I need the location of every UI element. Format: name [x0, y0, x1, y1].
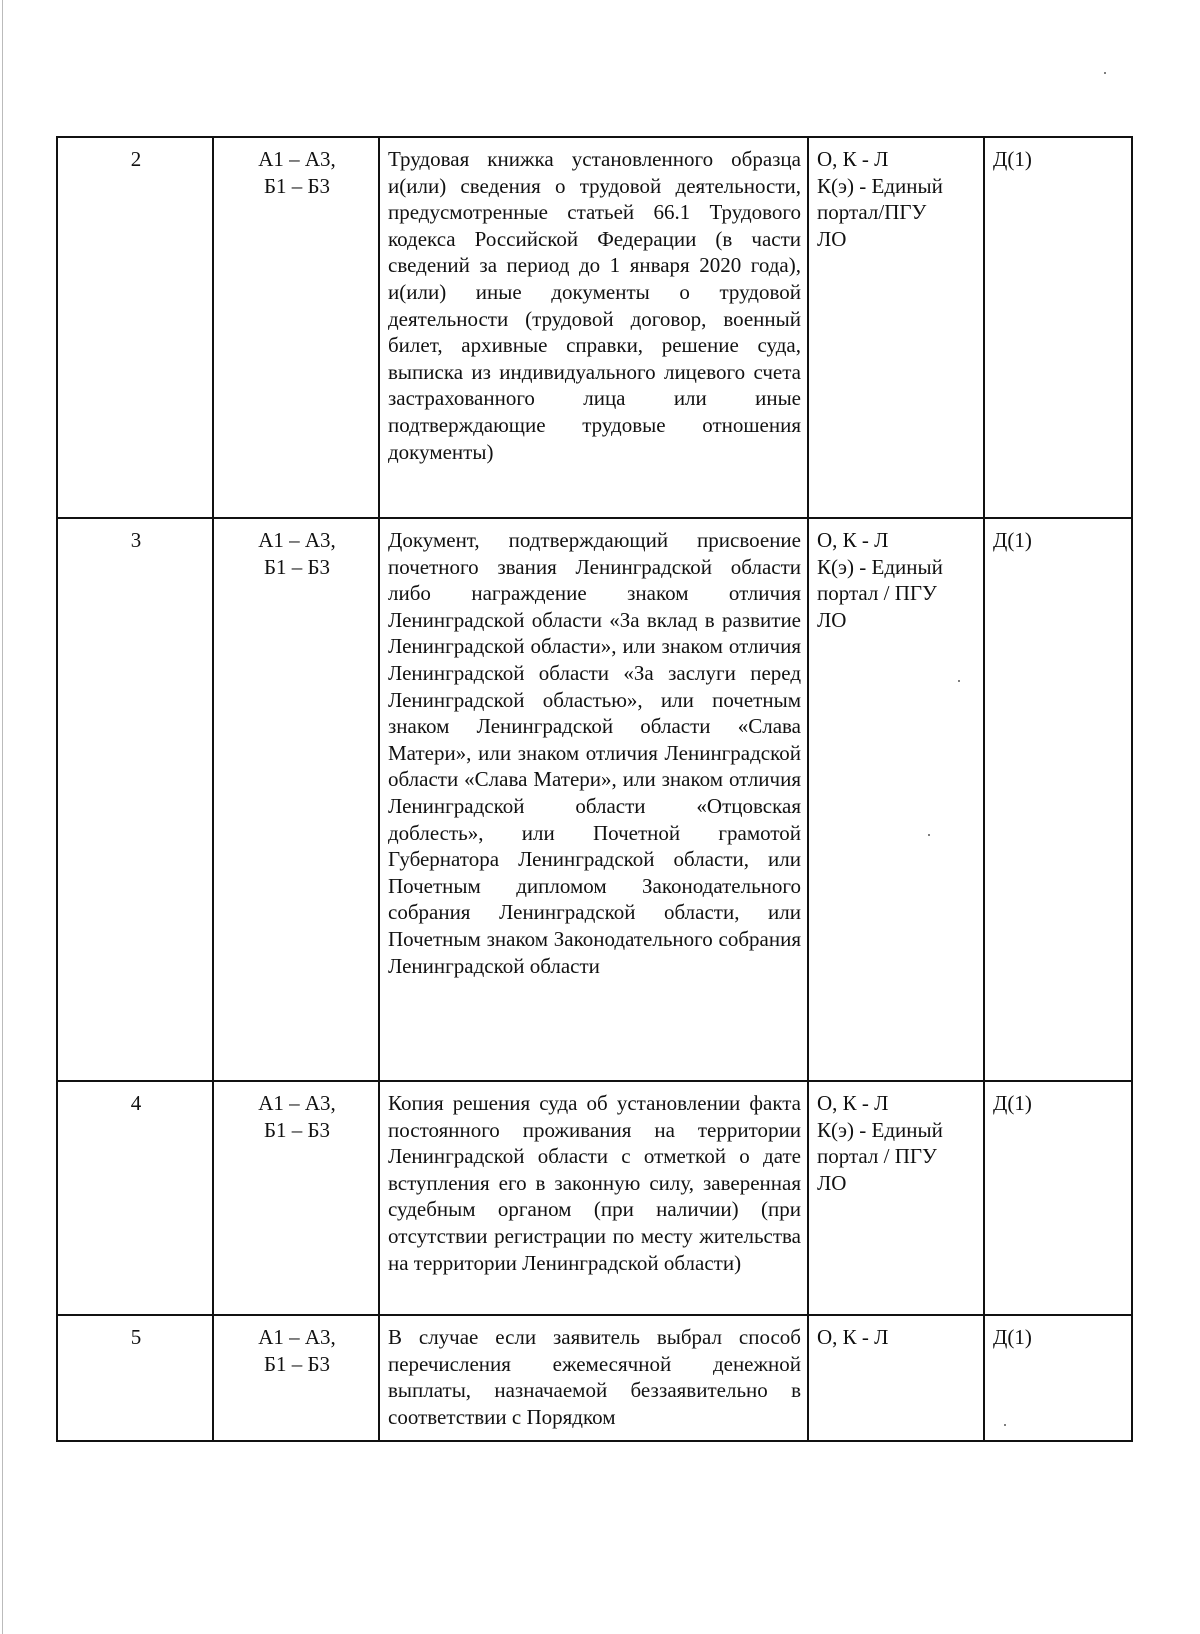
category-line: А1 – А3, [258, 1091, 336, 1115]
document-description: Копия решения суда об установлении факта постоянного проживания на территории Ленинградской области с отметкой о дате вступления его в законную силу, заверенная судебным органом (при наличии) (при отсутствии регистрации по месту жительства на территории Ленинградской области) [379, 1081, 808, 1315]
category-line: Б1 – Б3 [263, 1117, 331, 1142]
scan-speck [1104, 72, 1106, 74]
category-line: А1 – А3, [258, 147, 336, 171]
source-cell: Д(1) [984, 1081, 1132, 1315]
source-cell: Д(1) [984, 1315, 1132, 1441]
row-number: 4 [57, 1081, 213, 1315]
category-cell [213, 518, 379, 1081]
document-description: Трудовая книжка установленного образца и(или) сведения о трудовой деятельности, предусмотренные статьей 66.1 Трудового кодекса Российской Федерации (в части сведений за период до 1 января 2020 года), и(или) иные документы о трудовой деятельности (трудовой договор, военный билет, архивные справки, решение суда, выписка из индивидуального лицевого счета застрахованного лица или иные подтверждающие трудовые отношения документы) [379, 137, 808, 518]
category-line: А1 – А3, [258, 528, 336, 552]
document-description: Документ, подтверждающий присвоение почетного звания Ленинградской области либо награждение знаком отличия Ленинградской области «За вклад в развитие Ленинградской области», или знаком отличия Ленинградской области «За заслуги перед Ленинградской областью», или почетным знаком Ленинградской области «Слава Матери», или знаком отличия Ленинградской области «Слава Матери», или знаком отличия Ленинградской области «Отцовская доблесть», или Почетной грамотой Губернатора Ленинградской области, или Почетным дипломом Законодательного собрания Ленинградской области, или Почетным знаком Законодательного собрания Ленинградской области [379, 518, 808, 1081]
row-number: 2 [57, 137, 213, 518]
form-line: О, К - Л [817, 528, 889, 552]
form-line: портал / ПГУ [817, 581, 937, 606]
documents-table [56, 136, 1133, 1442]
form-line: О, К - Л [817, 1325, 889, 1349]
scan-speck [928, 834, 930, 836]
form-line: портал / ПГУ [817, 1144, 937, 1169]
form-line: О, К - Л [817, 1091, 889, 1115]
category-cell [213, 1315, 379, 1441]
form-line: О, К - Л [817, 147, 889, 171]
form-line: К(э) - Единый [817, 1117, 943, 1142]
row-number: 5 [57, 1315, 213, 1441]
category-cell [213, 137, 379, 518]
form-line: К(э) - Единый [817, 173, 943, 198]
row-number: 3 [57, 518, 213, 1081]
category-cell [213, 1081, 379, 1315]
scan-edge [2, 0, 3, 1634]
submission-form-cell [808, 1315, 984, 1441]
category-line: А1 – А3, [258, 1325, 336, 1349]
table-row [57, 1315, 1132, 1441]
source-cell: Д(1) [984, 137, 1132, 518]
submission-form-cell [808, 518, 984, 1081]
table-row [57, 137, 1132, 518]
document-description: В случае если заявитель выбрал способ перечисления ежемесячной денежной выплаты, назначаемой беззаявительно в соответствии с Порядком [379, 1315, 808, 1441]
form-line: портал/ПГУ [817, 200, 927, 225]
table-row [57, 518, 1132, 1081]
form-line: ЛО [817, 226, 847, 251]
form-line: К(э) - Единый [817, 554, 943, 579]
category-line: Б1 – Б3 [263, 554, 331, 579]
scan-speck [958, 680, 960, 682]
category-line: Б1 – Б3 [263, 1351, 331, 1376]
scan-speck [1004, 1424, 1006, 1426]
table-row [57, 1081, 1132, 1315]
source-cell: Д(1) [984, 518, 1132, 1081]
submission-form-cell [808, 1081, 984, 1315]
category-line: Б1 – Б3 [263, 173, 331, 198]
form-line: ЛО [817, 607, 847, 632]
submission-form-cell [808, 137, 984, 518]
form-line: ЛО [817, 1170, 847, 1195]
